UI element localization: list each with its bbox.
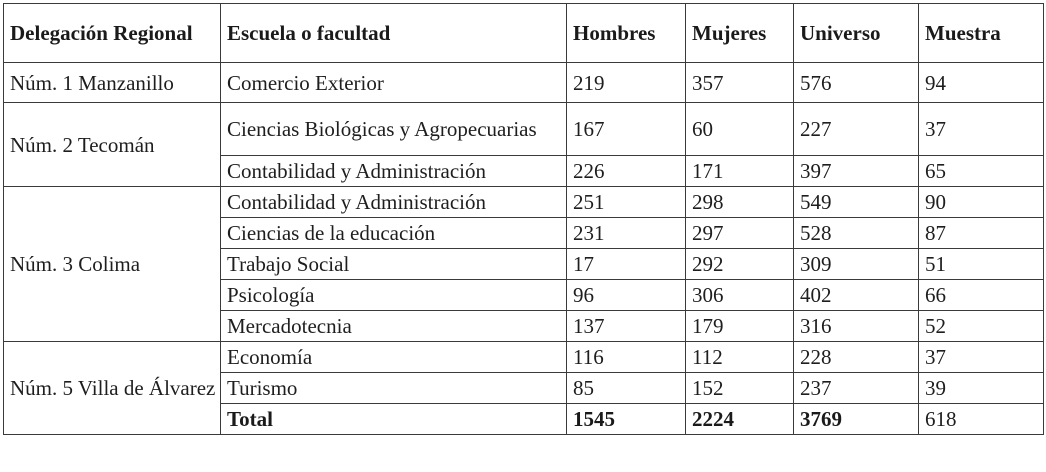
total-universo: 3769 — [794, 404, 919, 435]
muestra-cell: 65 — [919, 156, 1044, 187]
mujeres-cell: 179 — [686, 311, 794, 342]
muestra-cell: 87 — [919, 218, 1044, 249]
header-escuela: Escuela o facultad — [221, 4, 567, 63]
universo-cell: 316 — [794, 311, 919, 342]
mujeres-cell: 152 — [686, 373, 794, 404]
mujeres-cell: 171 — [686, 156, 794, 187]
universo-cell: 528 — [794, 218, 919, 249]
hombres-cell: 231 — [567, 218, 686, 249]
total-muestra: 618 — [919, 404, 1044, 435]
universo-cell: 227 — [794, 103, 919, 156]
header-row — [4, 4, 1044, 63]
header-muestra: Muestra — [919, 4, 1044, 63]
enrollment-sample-table — [3, 3, 1044, 435]
total-label: Total — [221, 404, 567, 435]
escuela-cell: Trabajo Social — [221, 249, 567, 280]
hombres-cell: 17 — [567, 249, 686, 280]
escuela-cell: Economía — [221, 342, 567, 373]
hombres-cell: 226 — [567, 156, 686, 187]
mujeres-cell: 298 — [686, 187, 794, 218]
mujeres-cell: 292 — [686, 249, 794, 280]
escuela-cell: Contabilidad y Administración — [221, 156, 567, 187]
delegacion-cell: Núm. 5 Villa de Álvarez — [4, 342, 221, 435]
header-hombres: Hombres — [567, 4, 686, 63]
universo-cell: 576 — [794, 63, 919, 103]
universo-cell: 228 — [794, 342, 919, 373]
header-delegacion: Delegación Regional — [4, 4, 221, 63]
delegacion-cell: Núm. 1 Manzanillo — [4, 63, 221, 103]
universo-cell: 397 — [794, 156, 919, 187]
mujeres-cell: 306 — [686, 280, 794, 311]
hombres-cell: 116 — [567, 342, 686, 373]
total-hombres: 1545 — [567, 404, 686, 435]
hombres-cell: 167 — [567, 103, 686, 156]
muestra-cell: 37 — [919, 342, 1044, 373]
muestra-cell: 51 — [919, 249, 1044, 280]
table-row — [4, 63, 1044, 103]
total-mujeres: 2224 — [686, 404, 794, 435]
table-row — [4, 342, 1044, 373]
mujeres-cell: 60 — [686, 103, 794, 156]
escuela-cell: Contabilidad y Administración — [221, 187, 567, 218]
header-mujeres: Mujeres — [686, 4, 794, 63]
escuela-cell: Turismo — [221, 373, 567, 404]
mujeres-cell: 297 — [686, 218, 794, 249]
escuela-cell: Comercio Exterior — [221, 63, 567, 103]
hombres-cell: 85 — [567, 373, 686, 404]
muestra-cell: 52 — [919, 311, 1044, 342]
mujeres-cell: 112 — [686, 342, 794, 373]
universo-cell: 237 — [794, 373, 919, 404]
delegacion-cell: Núm. 3 Colima — [4, 187, 221, 342]
escuela-cell: Ciencias Biológicas y Agropecuarias — [221, 103, 567, 156]
universo-cell: 309 — [794, 249, 919, 280]
table-row — [4, 103, 1044, 156]
muestra-cell: 90 — [919, 187, 1044, 218]
hombres-cell: 251 — [567, 187, 686, 218]
hombres-cell: 137 — [567, 311, 686, 342]
mujeres-cell: 357 — [686, 63, 794, 103]
muestra-cell: 37 — [919, 103, 1044, 156]
table-row — [4, 187, 1044, 218]
muestra-cell: 66 — [919, 280, 1044, 311]
escuela-cell: Ciencias de la educación — [221, 218, 567, 249]
universo-cell: 402 — [794, 280, 919, 311]
header-universo: Universo — [794, 4, 919, 63]
escuela-cell: Mercadotecnia — [221, 311, 567, 342]
universo-cell: 549 — [794, 187, 919, 218]
escuela-cell: Psicología — [221, 280, 567, 311]
hombres-cell: 219 — [567, 63, 686, 103]
muestra-cell: 39 — [919, 373, 1044, 404]
muestra-cell: 94 — [919, 63, 1044, 103]
delegacion-cell: Núm. 2 Tecomán — [4, 103, 221, 187]
hombres-cell: 96 — [567, 280, 686, 311]
